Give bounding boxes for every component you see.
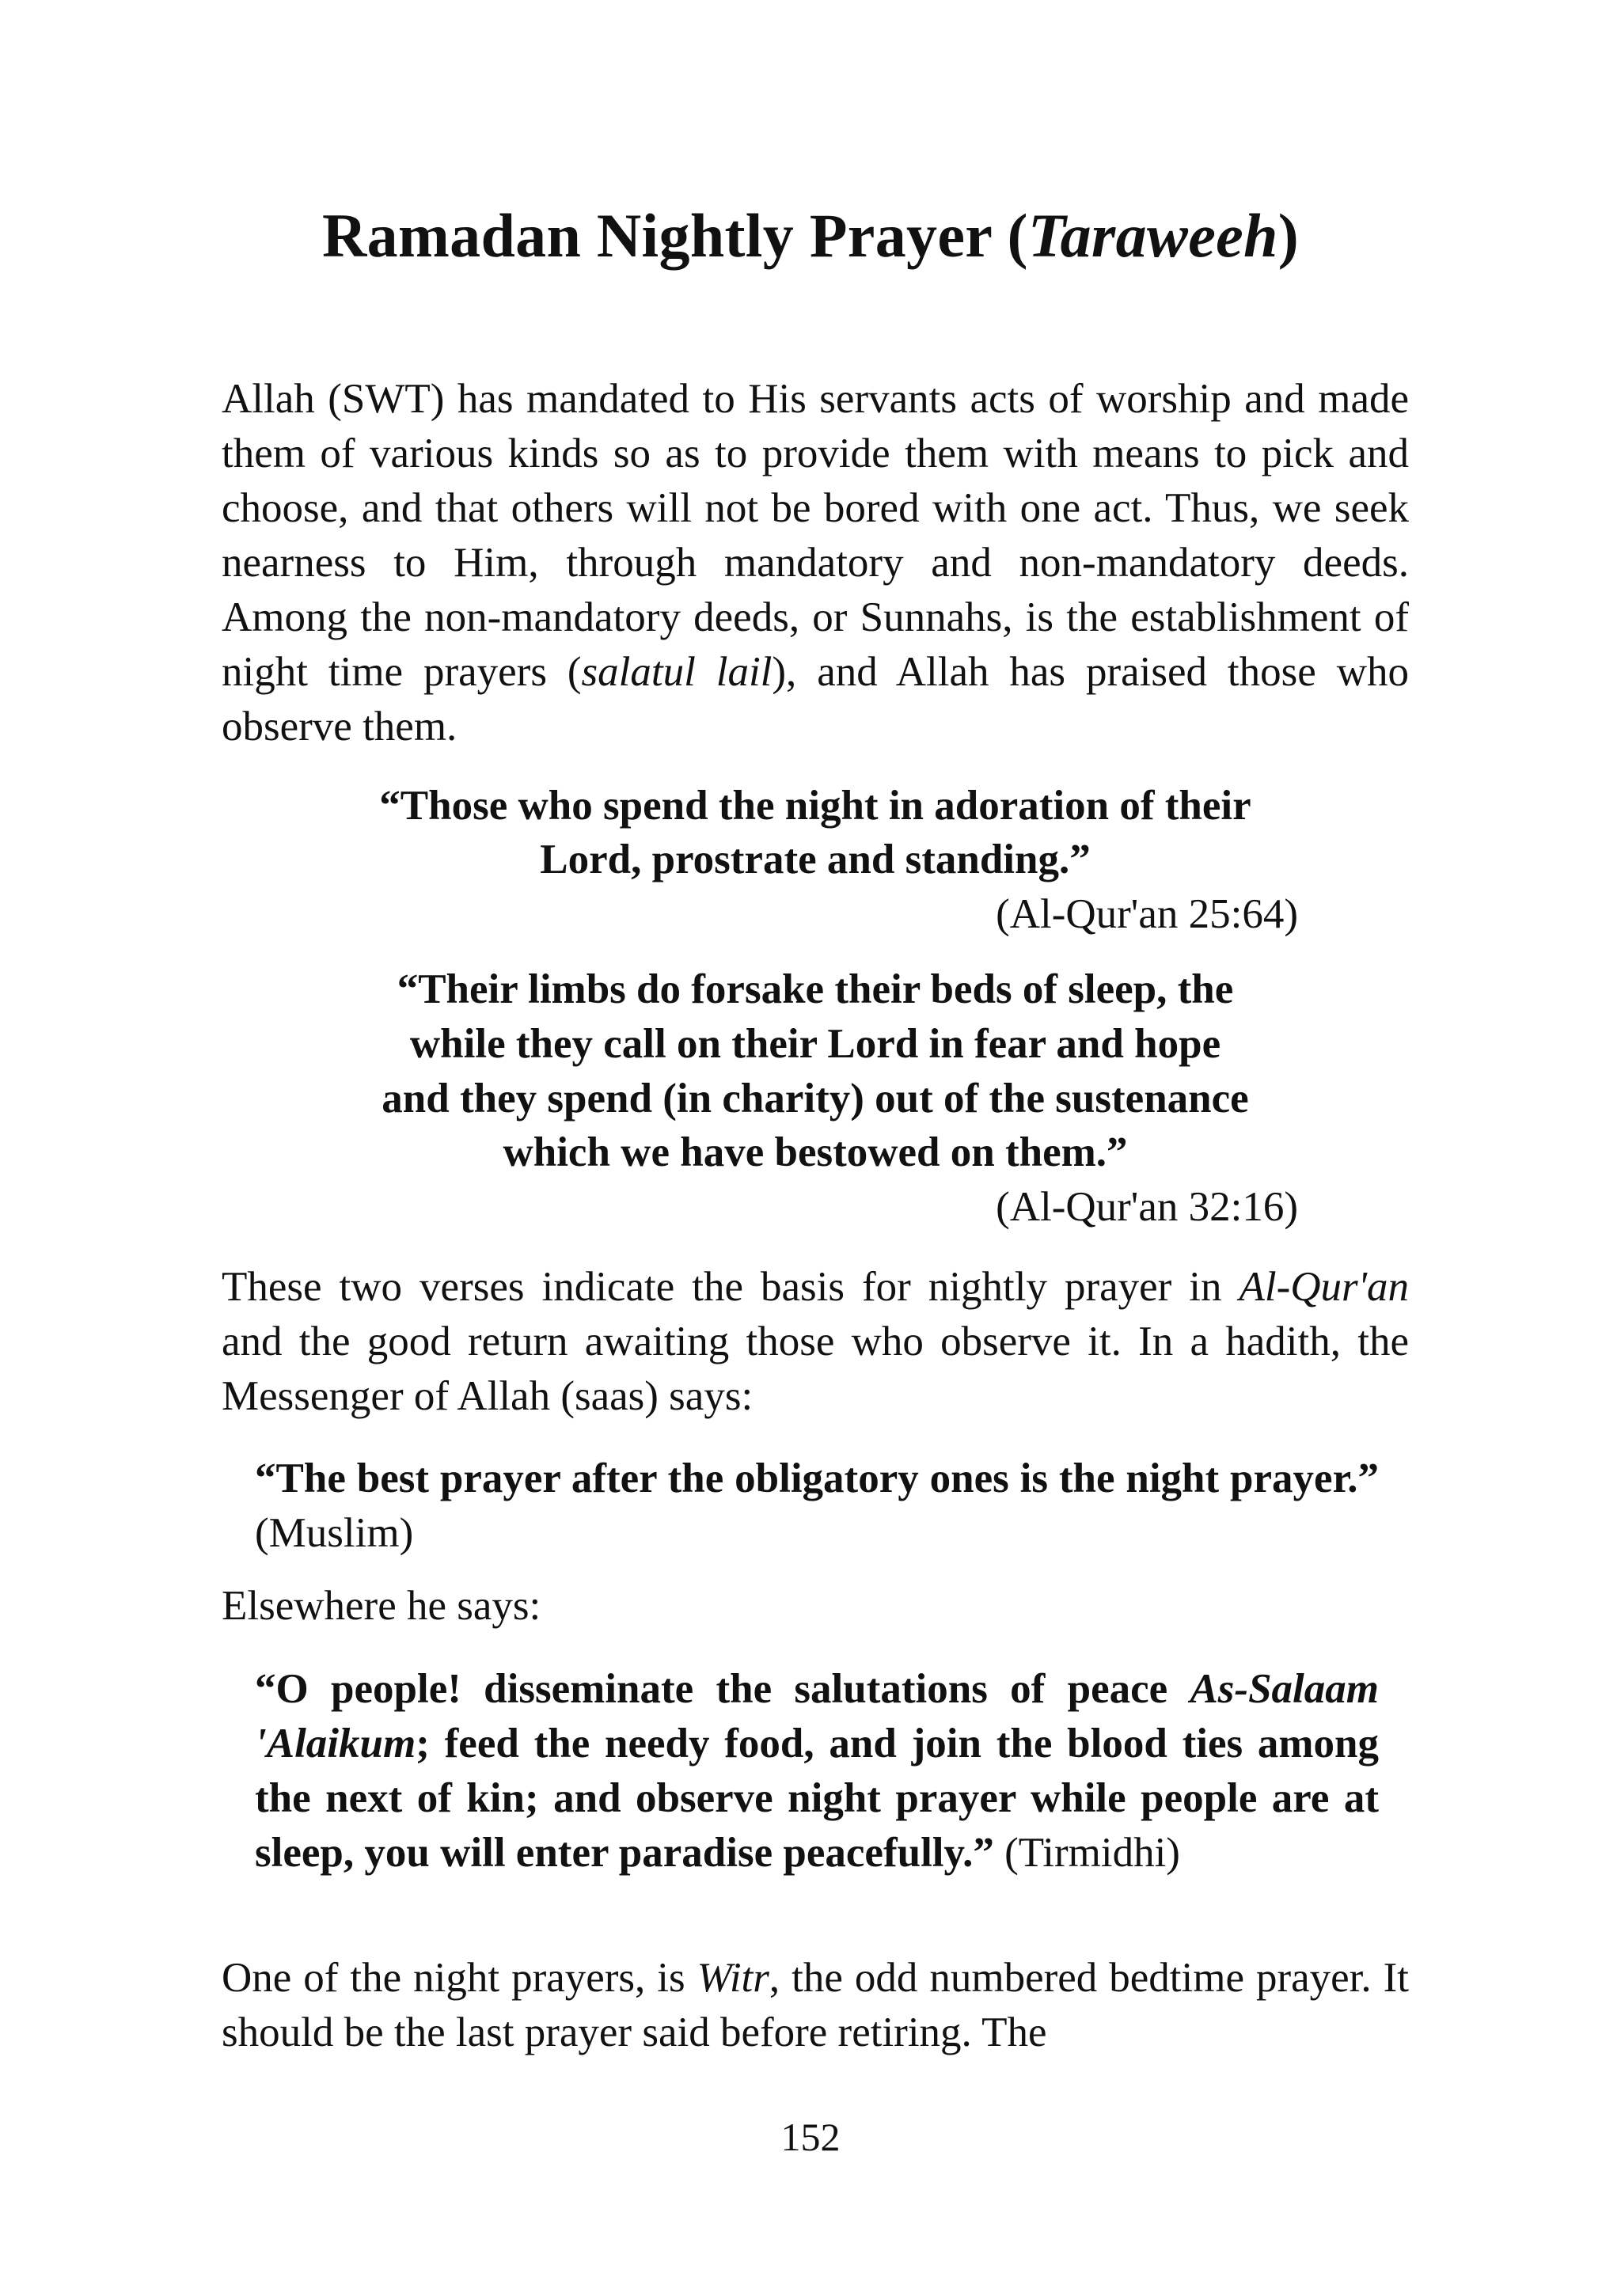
verse-2-reference: (Al-Qur'an 32:16) [996, 1184, 1298, 1230]
title-italic: Taraweeh [1027, 201, 1278, 270]
hadith-1-text: “The best prayer after the obligatory ones is the night prayer.” [255, 1455, 1379, 1501]
paragraph-witr-italic: Witr [697, 1955, 769, 2001]
paragraph-verses-end: and the good return awaiting those who observe it. In a hadith, the Messenger of Allah (saas) says: [222, 1319, 1409, 1419]
paragraph-intro-text: Allah (SWT) has mandated to His servants acts of worship and made them of various kinds so as to provide them with means to pick and choose, and that others will not be bored with one act. Thus, we seek nearness to Him, through mandatory and non-mandatory deeds. Among the non-mandatory deeds, or Sunnahs, is the establishment of night time prayers ( [222, 376, 1409, 695]
paragraph-intro-end: ), and Allah has praised those who observe them. [222, 649, 1409, 750]
verse-2-line-3: and they spend (in charity) out of the sustenance [382, 1076, 1249, 1121]
paragraph-witr-text: One of the night prayers, is [222, 1955, 697, 2001]
paragraph-intro [222, 372, 1409, 754]
hadith-1-source: (Muslim) [255, 1510, 414, 1556]
paragraph-verses-italic: Al-Qur'an [1239, 1264, 1409, 1310]
verse-1-line-2: Lord, prostrate and standing.” [540, 837, 1091, 882]
hadith-2-text: “O people! disseminate the salutations of peace [255, 1666, 1190, 1712]
paragraph-verses-text: These two verses indicate the basis for nightly prayer in [222, 1264, 1239, 1310]
hadith-quote-1 [255, 1452, 1379, 1561]
hadith-2-source: (Tirmidhi) [993, 1830, 1180, 1876]
paragraph-verses [222, 1260, 1409, 1424]
verse-2-line-1: “Their limbs do forsake their beds of sleep, the [397, 966, 1234, 1012]
hadith-quote-2 [255, 1662, 1379, 1880]
page-number: 152 [780, 2115, 841, 2159]
page-title [0, 196, 1621, 275]
verse-1-line-1: “Those who spend the night in adoration of their [379, 783, 1251, 829]
title-end: ) [1277, 201, 1300, 270]
paragraph-intro-italic: salatul lail [581, 649, 773, 695]
verse-2-line-4: which we have bestowed on them.” [503, 1129, 1128, 1175]
paragraph-witr [222, 1951, 1409, 2060]
verse-1-reference: (Al-Qur'an 25:64) [996, 891, 1298, 937]
hadith-2-italic: As-Salaam 'Alaikum [255, 1666, 1379, 1767]
verse-2-line-2: while they call on their Lord in fear and hope [409, 1021, 1221, 1067]
title-main: Ramadan Nightly Prayer ( [321, 201, 1028, 270]
paragraph-witr-end: , the odd numbered bedtime prayer. It should be the last prayer said before retiring. The [222, 1955, 1409, 2055]
hadith-2-end: ; feed the needy food, and join the blood ties among the next of kin; and observe night prayer while people are at sleep, you will enter paradise peacefully.” [255, 1721, 1379, 1876]
paragraph-elsewhere: Elsewhere he says: [222, 1583, 541, 1629]
